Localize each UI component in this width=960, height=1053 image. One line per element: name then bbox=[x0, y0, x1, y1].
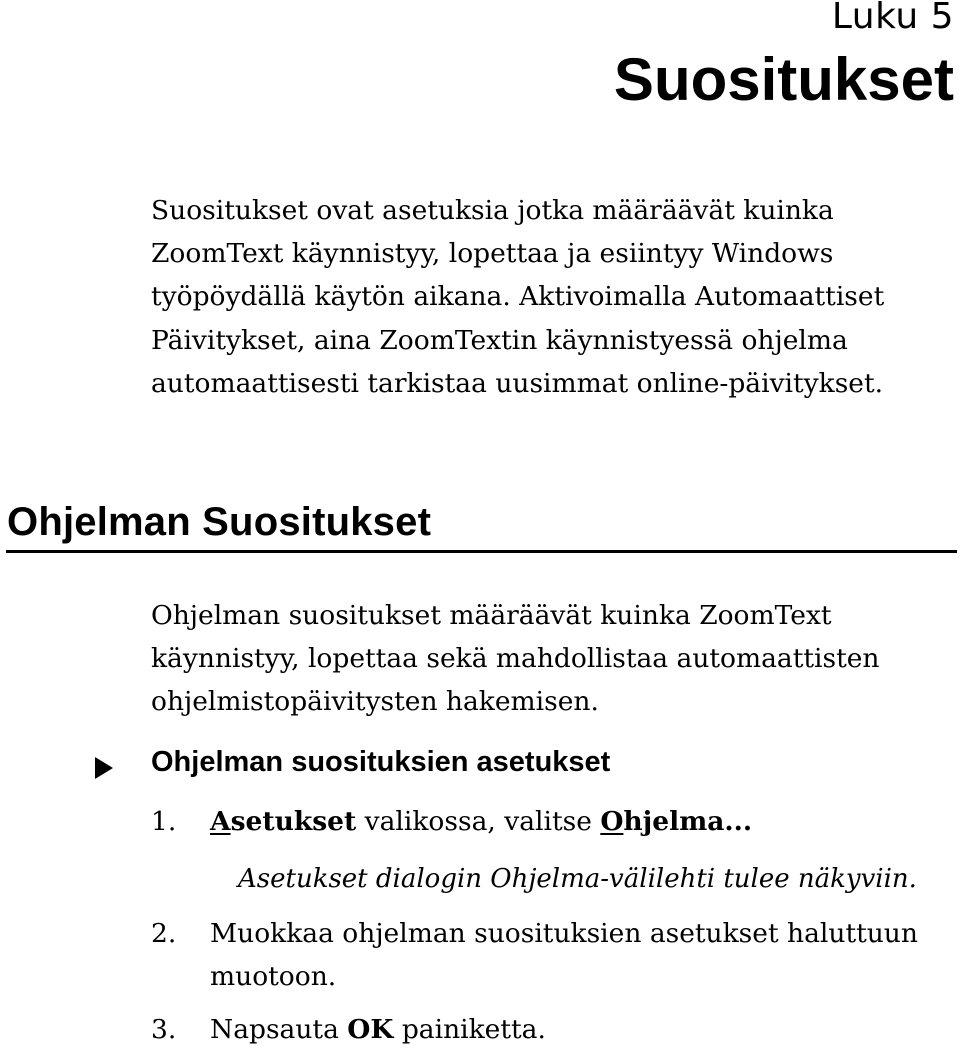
step-number: 2. bbox=[151, 918, 177, 949]
step-text-after: painiketta. bbox=[393, 1014, 546, 1045]
menu-item-program bbox=[600, 806, 752, 837]
section-paragraph: Ohjelman suositukset määräävät kuinka ZoomText käynnistyy, lopettaa sekä mahdollistaa automaattisten ohjelmistopäivitysten hakemisen. bbox=[151, 600, 880, 718]
section-rule bbox=[6, 550, 957, 553]
menu-item-hotkey: O bbox=[600, 806, 624, 837]
step-number: 1. bbox=[151, 806, 177, 837]
step-text-middle: valikossa, valitse bbox=[356, 806, 601, 837]
menu-name-settings bbox=[210, 806, 356, 837]
step-text-before: Napsauta bbox=[210, 1014, 348, 1045]
step-number: 3. bbox=[151, 1014, 177, 1045]
step-text: Muokkaa ohjelman suosituksien asetukset haluttuun muotoon. bbox=[210, 918, 918, 993]
step-text bbox=[210, 1008, 950, 1051]
step-text bbox=[210, 800, 950, 843]
procedure-heading: Ohjelman suosituksien asetukset bbox=[151, 746, 611, 778]
menu-item-rest: hjelma... bbox=[623, 806, 753, 837]
chapter-title: Suositukset bbox=[613, 46, 954, 113]
chapter-label: Luku 5 bbox=[831, 0, 954, 37]
ok-button-name: OK bbox=[347, 1014, 394, 1045]
procedure-arrow-icon bbox=[95, 757, 113, 779]
section-heading: Ohjelman Suositukset bbox=[7, 500, 432, 544]
menu-name-rest: setukset bbox=[230, 806, 357, 837]
step-1-result: Asetukset dialogin Ohjelma-välilehti tulee näkyviin. bbox=[238, 864, 917, 894]
menu-hotkey: A bbox=[210, 806, 231, 837]
intro-paragraph: Suositukset ovat asetuksia jotka määräävät kuinka ZoomText käynnistyy, lopettaa ja esiintyy Windows työpöydällä käytön aikana. Aktivoimalla Automaattiset Päivitykset, aina ZoomTextin käynnistyessä ohjelma automaattisesti tarkistaa uusimmat online-päivitykset. bbox=[151, 195, 885, 399]
